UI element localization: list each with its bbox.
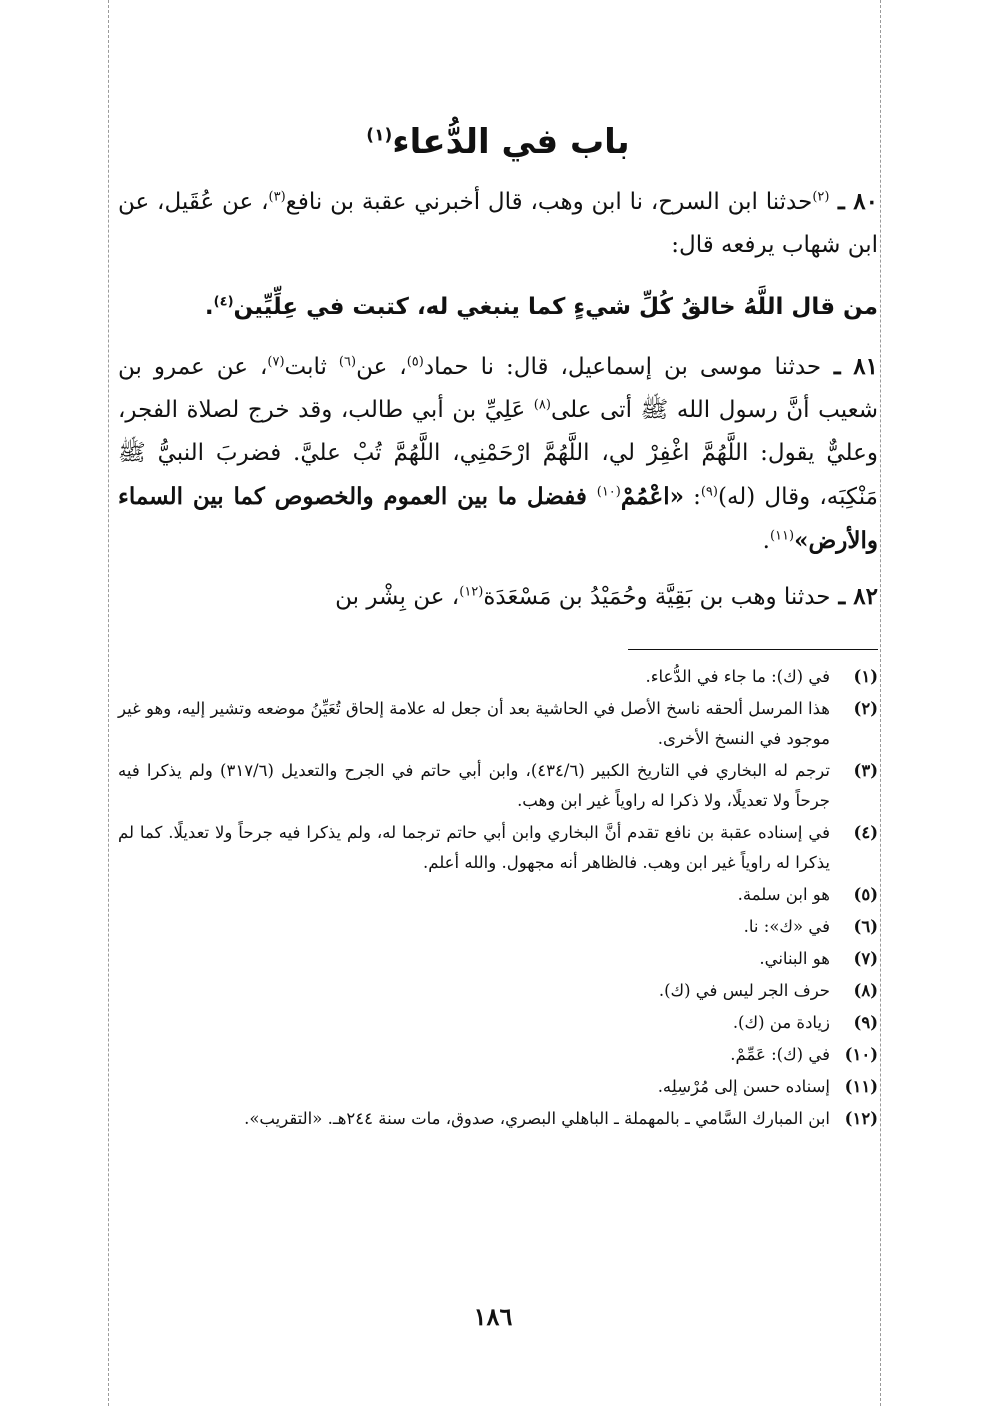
footnote-item: [118, 976, 878, 1006]
hadith-81-text: .: [762, 528, 770, 554]
footnote-item: [118, 1040, 878, 1070]
margin-guide-left: [108, 0, 109, 1406]
footnote-item: [118, 912, 878, 942]
hadith-81-text: ، عن عمرو بن شعيب أنَّ رسول الله ﷺ أتى على: [118, 354, 878, 423]
footnote-number: (٩): [853, 1013, 878, 1032]
page-content: [118, 122, 878, 1136]
footnote-ref: (٦): [338, 354, 357, 370]
footnote-number: (١٢): [844, 1109, 878, 1128]
hadith-80-text: ، عن عُقَيل، عن ابن شهاب يرفعه قال:: [118, 189, 878, 258]
footnote-item: [118, 694, 878, 754]
hadith-81-text: حدثنا موسى بن إسماعيل، قال: نا حماد: [423, 354, 822, 380]
footnote-item: [118, 944, 878, 974]
hadith-81-text: ، عن: [356, 354, 407, 380]
footnote-ref: (١١): [769, 528, 795, 544]
footnote-number: (٨): [853, 981, 878, 1000]
chapter-title-text: باب في الدُّعاء: [392, 122, 630, 162]
hadith-81-bold-text: «اعْمُمْ: [620, 483, 684, 510]
footnote-number: (١٠): [844, 1045, 878, 1064]
margin-guide-right: [880, 0, 881, 1406]
hadith-81-bold-text: ففضل ما بين العموم والخصوص كما بين السماء والأرض»: [118, 483, 878, 554]
footnote-text: في (ك): ما جاء في الدُّعاء.: [645, 667, 830, 686]
footnote-text: هذا المرسل ألحقه ناسخ الأصل في الحاشية بعد أن جعل له علامة إلحاق تُعَيِّنُ موضعه وتشير إليه، وهو غير موجود في النسخ الأخرى.: [118, 699, 830, 748]
footnote-item: [118, 662, 878, 692]
footnote-number: (٢): [853, 699, 878, 718]
footnote-text: في إسناده عقبة بن نافع تقدم أنَّ البخاري وابن أبي حاتم ترجما له، ولم يذكرا فيه جرحاً ولا تعديلًا. كما لم يذكرا له راوياً غير ابن وهب. فالظاهر أنه مجهول. والله أعلم.: [118, 823, 830, 872]
footnote-text: ابن المبارك السَّامي ـ بالمهملة ـ الباهلي البصري، صدوق، مات سنة ٢٤٤هـ. «التقريب».: [244, 1109, 830, 1128]
footnote-ref: (٧): [267, 354, 285, 370]
hadith-82-text: ، عن بِشْر بن: [335, 584, 460, 610]
hadith-81-number: ٨١ ـ: [821, 353, 878, 380]
page-number: ١٨٦: [473, 1302, 513, 1331]
footnote-ref: (٩): [700, 484, 718, 500]
footnote-text: في (ك): عَمِّمْ.: [730, 1045, 830, 1064]
footnote-ref: (١٠): [596, 484, 621, 500]
hadith-81-text: :: [683, 484, 701, 510]
footnotes: [118, 662, 878, 1134]
footnote-text: إسناده حسن إلى مُرْسِلِه.: [657, 1077, 830, 1096]
footnote-text: في «ك»: نا.: [743, 917, 830, 936]
hadith-82: [118, 575, 878, 619]
hadith-80-number: ٨٠ ـ: [829, 188, 878, 215]
footnote-number: (١): [853, 667, 878, 686]
footnote-text: هو البناني.: [759, 949, 830, 968]
footnote-number: (٧): [853, 949, 878, 968]
footnote-item: [118, 756, 878, 816]
hadith-80-matn-end: .: [204, 294, 214, 320]
hadith-80-matn-text: من قال اللَّهُ خالقُ كُلِّ شيءٍ كما ينبغي له، كتبت في عِلِّيِّين: [233, 294, 878, 320]
footnote-item: [118, 1072, 878, 1102]
footnote-text: زيادة من (ك).: [732, 1013, 830, 1032]
footnote-ref: (٣): [268, 189, 286, 205]
hadith-80-matn: [118, 285, 878, 329]
hadith-82-number: ٨٢ ـ: [830, 583, 878, 610]
footnote-ref: (٤): [213, 294, 234, 310]
footnote-text: ترجم له البخاري في التاريخ الكبير (٤٣٤/٦)، وابن أبي حاتم في الجرح والتعديل (٣١٧/٦) ولم يذكرا فيه جرحاً ولا تعديلًا، ولا ذكرا له راوياً غير ابن وهب.: [118, 761, 830, 810]
footnote-ref: (١٢): [459, 584, 484, 600]
footnote-separator: [628, 649, 878, 650]
footnote-ref: (٥): [406, 354, 424, 370]
hadith-81: [118, 345, 878, 563]
hadith-81-text: ثابت: [284, 354, 339, 380]
footnote-number: (٥): [853, 885, 878, 904]
footnote-item: [118, 1104, 878, 1134]
footnote-item: [118, 818, 878, 878]
chapter-title-note: (١): [366, 125, 393, 146]
footnote-number: (٤): [853, 823, 878, 842]
footnote-item: [118, 1008, 878, 1038]
footnote-item: [118, 880, 878, 910]
footnote-number: (٣): [853, 761, 878, 780]
footnote-number: (٦): [853, 917, 878, 936]
chapter-title: [118, 122, 878, 162]
hadith-81-text: عَلِيِّ بن أبي طالب، وقد خرج لصلاة الفجر، وعليٌّ يقول: اللَّهُمَّ اغْفِرْ لي، اللَّهُمَّ ارْحَمْنِي، اللَّهُمَّ تُبْ عليَّ. فضربَ النبيُّ ﷺ مَنْكِبَه، وقال (له): [118, 397, 878, 510]
hadith-80: [118, 180, 878, 267]
footnote-text: هو ابن سلمة.: [737, 885, 830, 904]
footnote-ref: (٨): [533, 397, 551, 413]
hadith-82-text: حدثنا وهب بن بَقِيَّة وحُمَيْدُ بن مَسْعَدَة: [483, 584, 831, 610]
footnote-number: (١١): [844, 1077, 878, 1096]
footnote-text: حرف الجر ليس في (ك).: [658, 981, 830, 1000]
footnote-ref: (٢): [812, 189, 830, 205]
hadith-80-text: حدثنا ابن السرح، نا ابن وهب، قال أخبرني عقبة بن نافع: [285, 189, 813, 215]
